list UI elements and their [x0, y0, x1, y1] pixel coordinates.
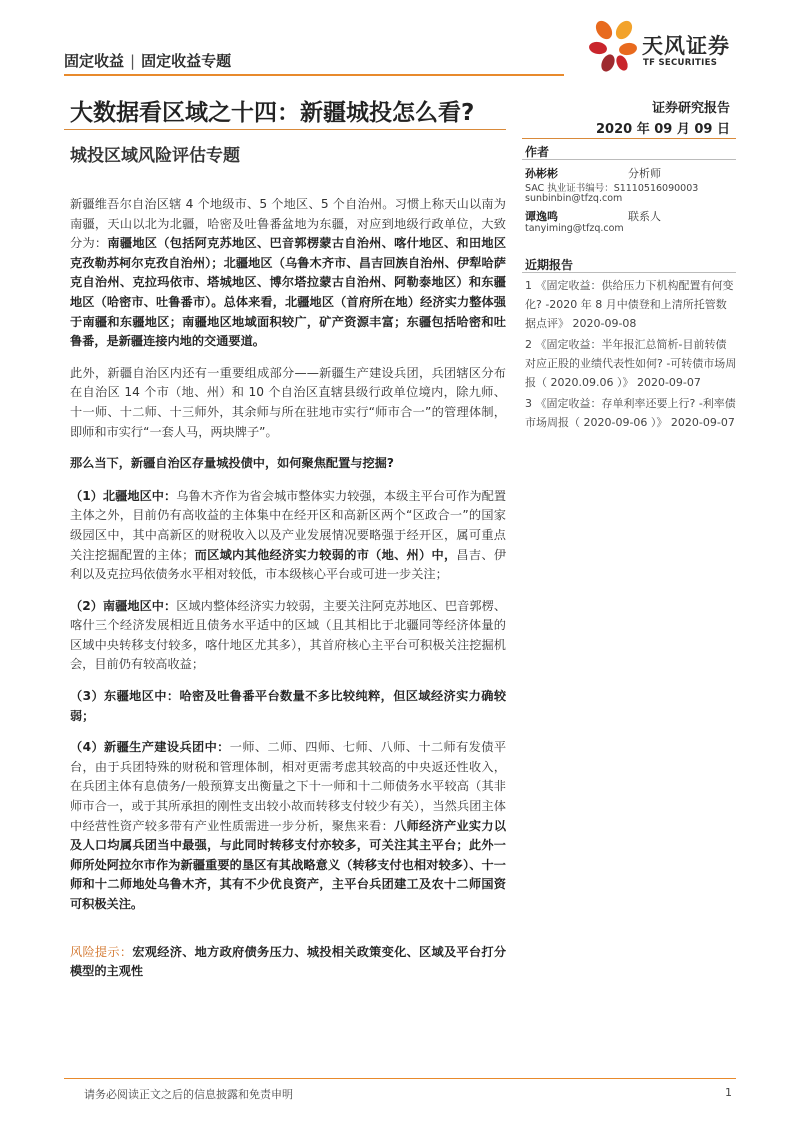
author-role: 分析师 — [628, 167, 661, 180]
title-divider — [64, 129, 506, 130]
overview-summary: 南疆地区（包括阿克苏地区、巴音郭楞蒙古自治州、喀什地区、和田地区克孜勒苏柯尔克孜自治州）；北疆地区（乌鲁木齐市、昌吉回族自治州、伊犁哈萨克自治州、克拉玛依市、塔城地区、博尔塔拉蒙古自治州、阿勒泰地区）和东疆地区（哈密市、吐鲁番市）。总体来看，北疆地区（首府所在地）经济实力整体强于南疆和东疆地区；南疆地区地域面积较广，矿产资源丰富；东疆包括哈密和吐鲁番，是新疆连接内地的交通要道。 — [70, 236, 507, 349]
recent-divider — [522, 272, 736, 273]
corps-lead: （4）新疆生产建设兵团中： — [70, 740, 230, 755]
paragraph-north — [70, 487, 506, 585]
south-lead: （2）南疆地区中： — [70, 598, 177, 613]
footer-disclaimer: 请务必阅读正文之后的信息披露和免责申明 — [84, 1088, 293, 1101]
company-logo — [588, 18, 738, 76]
report-category — [64, 50, 231, 71]
author-role: 联系人 — [628, 210, 661, 223]
east-lead: （3）东疆地区中： — [70, 689, 180, 704]
south-text: 区域内整体经济实力较弱，主要关注阿克苏地区、巴音郭楞、喀什三个经济发展相近且债务水平适中的区域（且其相比于北疆同等经济体量的区域中央转移支付较多，喀什地区尤其多），其首府核心主平台可积极关注挖掘机会，目前仍有较高收益； — [70, 598, 507, 672]
paragraph-south — [70, 597, 506, 675]
author-name: 孙彬彬 — [525, 167, 558, 180]
footer-divider — [64, 1078, 736, 1079]
author-email[interactable]: tanyiming@tfzq.com — [525, 223, 624, 234]
author-heading: 作者 — [525, 145, 550, 159]
recent-report-item[interactable]: 3 《固定收益：存单利率还要上行? -利率债市场周报（ 2020-09-06 ）》 2020-09-07 — [525, 397, 736, 429]
key-question: 那么当下，新疆自治区存量城投债中，如何聚焦配置与挖掘? — [70, 456, 394, 471]
corps-text: 一师、二师、四师、七师、八师、十二师有发债平台，由于兵团特殊的财税和管理体制，相对更需考虑其较高的中央返还性收入，在兵团主体有息债务/一般预算支出衡量之下十一师和十二师债务水平较高（其非师市合一，或于其所承担的刚性支出较小故而转移支付较少有关），当然兵团主体中经营性资产较多带有产业性质需进一步分析，聚焦来看： — [70, 740, 507, 833]
corps-highlight: 八师经济产业实力以及人口均属兵团当中最强，与此同时转移支付亦较多，可关注其主平台；此外一师所处阿拉尔市作为新疆重要的垦区有其战略意义（转移支付也相对较多）、十一师和十二师地处乌鲁木齐，其有不少优良资产，主平台兵团建工及农十二师国资可积极关注。 — [70, 818, 507, 911]
author-cert: SAC 执业证书编号：S1110516090003 — [525, 183, 699, 194]
report-date: 2020 年 09 月 09 日 — [596, 122, 730, 137]
east-text: 哈密及吐鲁番平台数量不多比较纯粹，但区域经济实力确较弱； — [70, 689, 507, 723]
page-subtitle: 城投区域风险评估专题 — [70, 146, 240, 166]
author-divider — [522, 159, 736, 160]
paragraph-corps: 此外，新疆自治区内还有一重要组成部分——新疆生产建设兵团，兵团辖区分布在自治区 14 个市（地、州）和 10 个自治区直辖县级行政单位境内，除九师、十一师、十二师、十三师外，其余师与所在驻地市实行“师市合一”的管理体制，即师和市实行“一套人马，两块牌子”。 — [70, 365, 506, 439]
category-secondary: 固定收益专题 — [141, 52, 232, 70]
report-body — [70, 195, 506, 994]
logo-name-cn: 天风证券 — [642, 34, 730, 58]
recent-report-item[interactable]: 1 《固定收益：供给压力下机构配置有何变化? -2020 年 8 月中债登和上清所托管数据点评》 2020-09-08 — [525, 279, 734, 330]
category-primary: 固定收益 — [64, 52, 125, 70]
paragraph-corps-analysis — [70, 738, 506, 914]
recent-reports-list — [525, 276, 737, 434]
category-separator: | — [130, 52, 136, 70]
sidebar-divider — [522, 138, 736, 139]
page-title: 大数据看区域之十四：新疆城投怎么看? — [70, 100, 475, 126]
author-email[interactable]: sunbinbin@tfzq.com — [525, 193, 623, 204]
paragraph-east — [70, 687, 506, 726]
overview-text: 新疆维吾尔自治区辖 4 个地级市、5 个地区、5 个自治州。习惯上称天山以南为南疆，天山以北为北疆，哈密及吐鲁番盆地为东疆，对应到地级行政单位，大致分为： — [70, 197, 506, 251]
risk-lead: 风险提示： — [70, 944, 133, 959]
paragraph-overview — [70, 195, 506, 352]
recent-report-item[interactable]: 2 《固定收益：半年报汇总简析-目前转债对应正股的业绩代表性如何? -可转债市场周报（ 2020.09.06 ）》 2020-09-07 — [525, 338, 737, 389]
risk-text: 宏观经济、地方政府债务压力、城投相关政策变化、区域及平台打分模型的主观性 — [70, 944, 507, 979]
author-name: 谭逸鸣 — [525, 210, 558, 223]
north-text-tail: 昌吉、伊利以及克拉玛依债务水平相对较低，市本级核心平台或可进一步关注； — [70, 547, 507, 582]
header-divider — [64, 74, 564, 76]
north-text: 乌鲁木齐作为省会城市整体实力较强，本级主平台可作为配置主体之外，目前仍有高收益的主体集中在经开区和高新区两个“区政合一”的国家级园区中，其中高新区的财税收入以及产业发展情况要略强于经开区，属可重点关注挖掘配置的主体； — [70, 488, 507, 562]
page-number: 1 — [725, 1086, 732, 1099]
logo-mark-icon — [588, 18, 640, 74]
risk-warning — [70, 943, 506, 982]
logo-name-en: TF SECURITIES — [643, 58, 718, 68]
north-highlight: 而区域内其他经济实力较弱的市（地、州）中， — [194, 547, 457, 562]
recent-reports-heading: 近期报告 — [525, 258, 574, 272]
report-type: 证券研究报告 — [651, 101, 730, 116]
north-lead: （1）北疆地区中： — [70, 488, 177, 503]
